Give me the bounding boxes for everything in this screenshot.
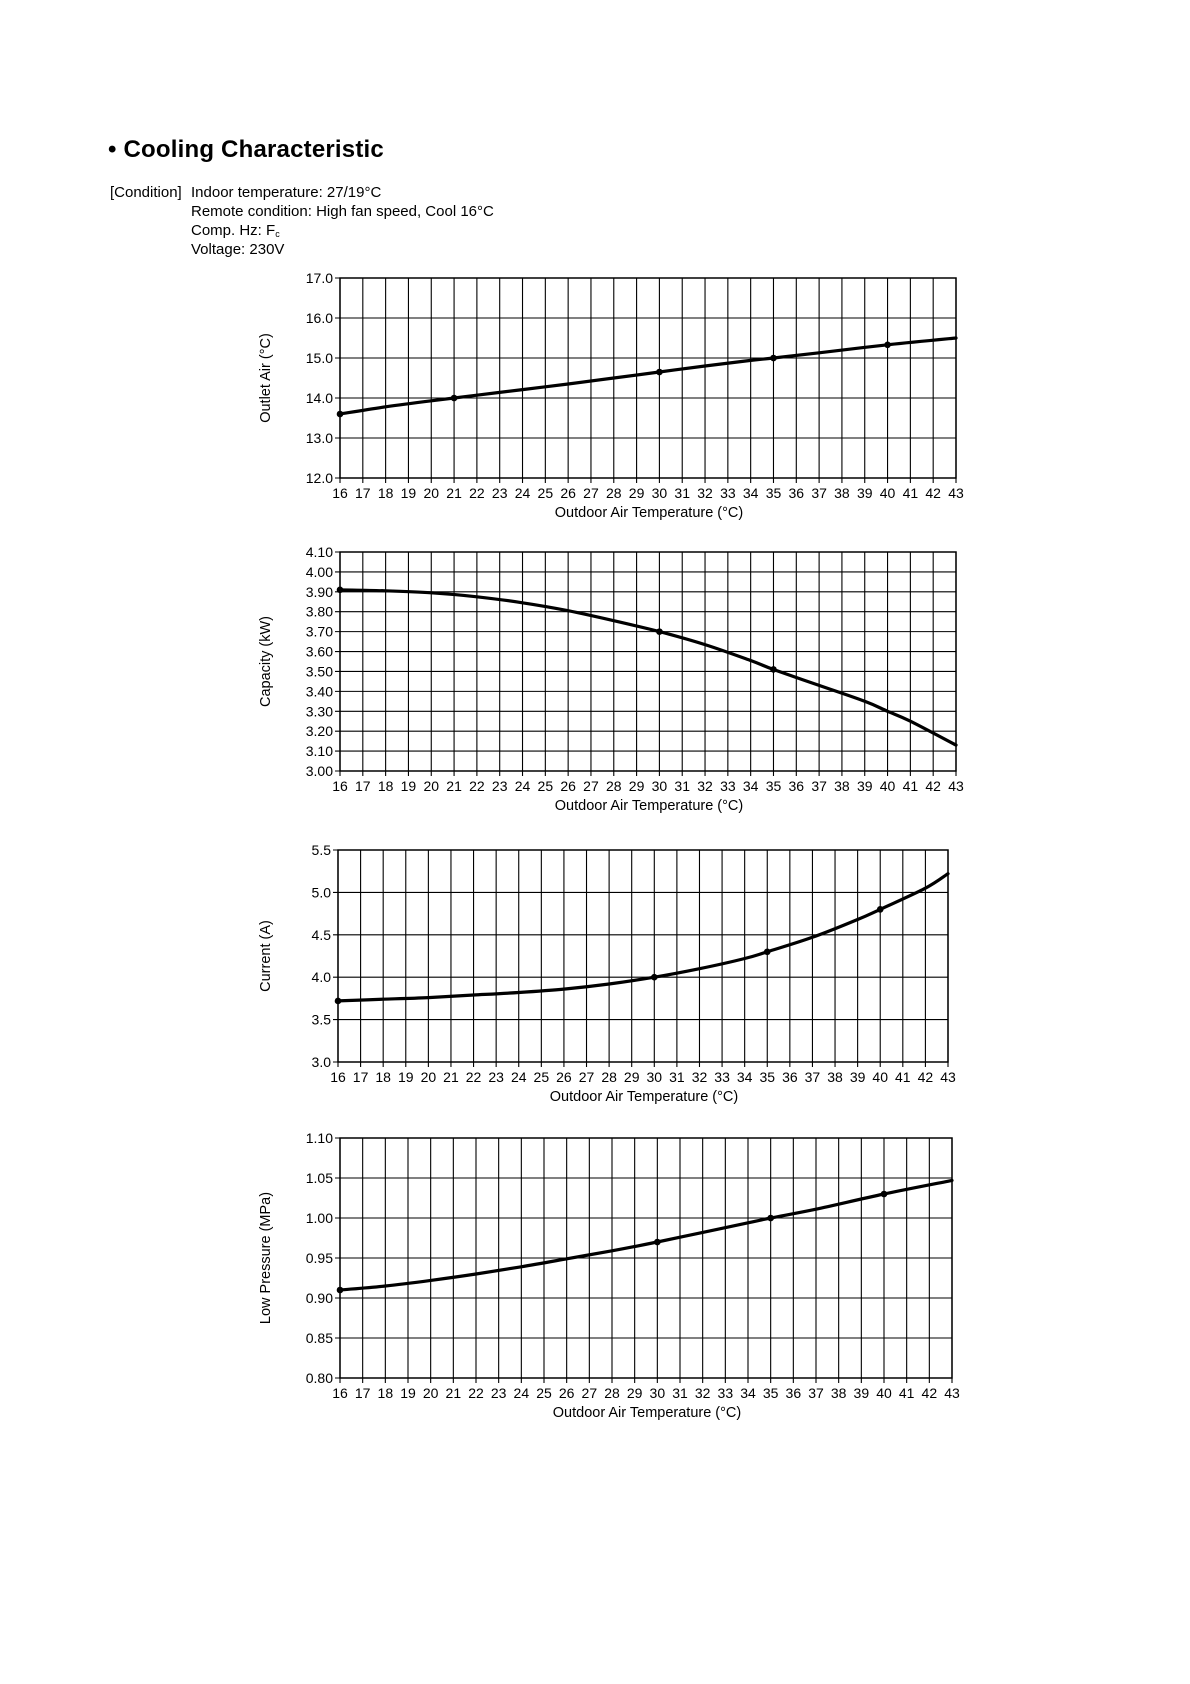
y-tick-label: 3.10: [305, 743, 333, 760]
x-tick-label: 25: [536, 1385, 552, 1401]
y-tick-label: 16.0: [305, 310, 333, 326]
x-tick-label: 25: [537, 485, 554, 501]
x-tick-label: 21: [446, 778, 462, 794]
x-tick-label: 32: [697, 778, 713, 794]
plot-frame: [338, 850, 948, 1062]
y-tick-label: 3.80: [305, 603, 333, 620]
x-tick-label: 29: [628, 778, 645, 794]
data-point: [884, 342, 891, 349]
x-tick-label: 27: [581, 1385, 598, 1401]
x-tick-label: 20: [423, 778, 440, 794]
y-tick-label: 3.40: [305, 683, 333, 700]
x-tick-label: 39: [849, 1069, 866, 1085]
x-tick-label: 39: [856, 485, 873, 501]
x-tick-label: 20: [422, 1385, 439, 1401]
x-tick-label: 22: [469, 778, 485, 794]
x-tick-label: 22: [469, 485, 485, 501]
x-tick-label: 19: [400, 1385, 416, 1401]
y-tick-label: 1.10: [305, 1130, 333, 1146]
x-tick-label: 22: [468, 1385, 484, 1401]
x-tick-label: 21: [445, 1385, 462, 1401]
y-tick-label: 3.30: [305, 703, 333, 720]
x-tick-label: 18: [377, 778, 394, 794]
x-tick-label: 23: [491, 485, 508, 501]
x-tick-label: 34: [740, 1385, 756, 1401]
x-tick-label: 41: [902, 778, 919, 794]
x-tick-label: 41: [895, 1069, 911, 1085]
data-point: [770, 666, 777, 673]
x-tick-label: 41: [902, 485, 919, 501]
x-tick-label: 24: [510, 1069, 527, 1085]
x-tick-label: 17: [352, 1069, 369, 1085]
data-point: [767, 1215, 774, 1222]
series-line: [340, 338, 956, 414]
x-tick-label: 35: [765, 778, 782, 794]
outlet-air-chart: [0, 262, 1190, 530]
x-tick-label: 26: [560, 778, 576, 794]
plot-frame: [340, 552, 956, 771]
x-tick-label: 38: [830, 1385, 847, 1401]
x-tick-label: 36: [788, 778, 805, 794]
y-tick-label: 3.50: [305, 663, 333, 680]
current-chart: [0, 834, 1190, 1112]
x-tick-label: 28: [605, 778, 622, 794]
y-tick-label: 3.20: [305, 723, 333, 740]
x-tick-label: 40: [879, 778, 896, 794]
data-point: [770, 355, 777, 362]
x-tick-label: 37: [811, 778, 827, 794]
x-tick-label: 24: [514, 485, 531, 501]
y-tick-label: 1.05: [305, 1170, 333, 1186]
capacity-chart: [0, 539, 1190, 819]
x-tick-label: 42: [925, 778, 941, 794]
x-tick-label: 35: [759, 1069, 776, 1085]
y-tick-label: 4.0: [311, 969, 331, 986]
condition-voltage: Voltage: 230V: [191, 241, 285, 258]
x-tick-label: 36: [782, 1069, 798, 1085]
x-tick-label: 17: [355, 485, 371, 501]
x-tick-label: 31: [674, 485, 691, 501]
x-tick-label: 40: [879, 485, 896, 501]
x-tick-label: 21: [446, 485, 462, 501]
x-tick-label: 29: [626, 1385, 643, 1401]
y-tick-label: 3.0: [311, 1054, 331, 1070]
x-tick-label: 32: [694, 1385, 711, 1401]
y-tick-label: 5.5: [311, 842, 331, 858]
x-tick-label: 16: [332, 485, 348, 501]
x-tick-label: 27: [578, 1069, 595, 1085]
y-axis-label: Outlet Air (°C): [258, 333, 274, 423]
data-point: [656, 369, 663, 376]
x-tick-label: 19: [400, 778, 417, 794]
y-tick-label: 3.00: [305, 763, 333, 779]
x-tick-label: 43: [948, 778, 964, 794]
data-point: [651, 974, 658, 981]
x-tick-label: 26: [560, 485, 576, 501]
x-tick-label: 24: [514, 778, 531, 794]
x-tick-label: 24: [513, 1385, 530, 1401]
x-tick-label: 28: [601, 1069, 617, 1085]
x-tick-label: 18: [377, 485, 394, 501]
x-tick-label: 19: [400, 485, 417, 501]
x-tick-label: 38: [834, 485, 850, 501]
x-tick-label: 39: [853, 1385, 870, 1401]
x-tick-label: 39: [856, 778, 873, 794]
x-tick-label: 35: [762, 1385, 779, 1401]
x-tick-label: 23: [488, 1069, 504, 1085]
grid: [335, 278, 956, 483]
plot-frame: [340, 278, 956, 478]
x-tick-label: 42: [921, 1385, 938, 1401]
grid: [333, 850, 948, 1067]
x-tick-label: 18: [375, 1069, 391, 1085]
condition-comp-text: Comp. Hz: F: [191, 222, 276, 239]
x-tick-label: 28: [604, 1385, 620, 1401]
x-tick-label: 23: [491, 778, 508, 794]
y-tick-label: 12.0: [305, 470, 333, 486]
x-tick-label: 35: [765, 485, 782, 501]
condition-remote: Remote condition: High fan speed, Cool 16°C: [191, 203, 494, 220]
page-title: • Cooling Characteristic: [108, 136, 384, 163]
x-tick-label: 31: [669, 1069, 685, 1085]
x-tick-label: 16: [332, 778, 348, 794]
x-tick-label: 33: [714, 1069, 730, 1085]
condition-list: [191, 183, 494, 259]
x-tick-label: 34: [736, 1069, 753, 1085]
x-tick-label: 38: [827, 1069, 843, 1085]
data-point: [451, 395, 458, 402]
x-tick-label: 29: [623, 1069, 640, 1085]
x-tick-label: 33: [720, 778, 736, 794]
x-tick-label: 32: [697, 485, 713, 501]
x-axis-label: Outdoor Air Temperature (°C): [554, 798, 744, 814]
y-tick-label: 4.10: [305, 544, 333, 560]
x-tick-label: 40: [872, 1069, 889, 1085]
data-point: [335, 998, 342, 1005]
data-point: [337, 1287, 344, 1294]
y-tick-label: 3.90: [305, 583, 333, 600]
x-tick-label: 37: [811, 485, 827, 501]
x-tick-label: 41: [898, 1385, 915, 1401]
x-tick-label: 32: [691, 1069, 708, 1085]
condition-label: [Condition]: [110, 184, 182, 201]
grid: [335, 552, 956, 776]
x-tick-label: 27: [583, 485, 599, 501]
x-axis-label: Outdoor Air Temperature (°C): [552, 1405, 742, 1421]
x-tick-label: 22: [465, 1069, 482, 1085]
x-tick-label: 16: [332, 1385, 348, 1401]
y-tick-label: 4.5: [311, 926, 331, 943]
series-line: [340, 1180, 952, 1290]
x-tick-label: 33: [717, 1385, 734, 1401]
condition-indoor: Indoor temperature: 27/19°C: [191, 184, 382, 201]
y-tick-label: 3.5: [311, 1011, 331, 1028]
x-tick-label: 21: [443, 1069, 459, 1085]
y-tick-label: 0.85: [305, 1330, 333, 1346]
y-axis-label: Current (A): [258, 920, 274, 992]
x-tick-label: 42: [925, 485, 941, 501]
x-tick-label: 34: [742, 778, 759, 794]
y-tick-label: 14.0: [305, 390, 333, 406]
x-tick-label: 25: [533, 1069, 550, 1085]
x-tick-label: 28: [605, 485, 622, 501]
x-tick-label: 30: [649, 1385, 666, 1401]
x-axis-label: Outdoor Air Temperature (°C): [554, 505, 744, 521]
data-point: [656, 628, 663, 635]
x-tick-label: 37: [804, 1069, 821, 1085]
data-point: [337, 411, 344, 418]
y-tick-label: 4.00: [305, 563, 333, 580]
y-tick-label: 0.95: [305, 1250, 333, 1266]
x-tick-label: 40: [876, 1385, 892, 1401]
y-tick-label: 3.70: [305, 623, 333, 640]
low-pressure-chart: [0, 1122, 1190, 1420]
condition-comp: [191, 221, 494, 240]
y-tick-label: 17.0: [305, 270, 333, 286]
x-tick-label: 29: [628, 485, 645, 501]
x-tick-label: 36: [788, 485, 805, 501]
y-tick-label: 3.60: [305, 643, 333, 660]
x-tick-label: 42: [917, 1069, 934, 1085]
x-tick-label: 43: [940, 1069, 956, 1085]
x-tick-label: 16: [330, 1069, 346, 1085]
x-tick-label: 19: [397, 1069, 414, 1085]
x-tick-label: 30: [646, 1069, 663, 1085]
x-tick-label: 36: [785, 1385, 802, 1401]
y-tick-label: 1.00: [305, 1210, 333, 1226]
y-tick-label: 0.90: [305, 1290, 333, 1306]
series-line: [340, 590, 956, 745]
x-tick-label: 33: [720, 485, 736, 501]
y-tick-label: 5.0: [311, 884, 331, 901]
condition-comp-subscript: c: [275, 229, 280, 239]
x-tick-label: 27: [583, 778, 599, 794]
x-tick-label: 30: [651, 778, 668, 794]
x-tick-label: 30: [651, 485, 668, 501]
data-point: [337, 587, 344, 594]
x-tick-label: 43: [948, 485, 964, 501]
x-axis-label: Outdoor Air Temperature (°C): [549, 1089, 739, 1105]
data-point: [654, 1239, 661, 1246]
x-tick-label: 23: [490, 1385, 507, 1401]
x-tick-label: 18: [377, 1385, 394, 1401]
y-tick-label: 13.0: [305, 430, 333, 446]
x-tick-label: 34: [742, 485, 759, 501]
data-point: [764, 948, 771, 955]
y-axis-label: Low Pressure (MPa): [258, 1191, 274, 1325]
y-tick-label: 15.0: [305, 350, 333, 366]
x-tick-label: 20: [420, 1069, 437, 1085]
x-tick-label: 17: [354, 1385, 371, 1401]
data-point: [877, 906, 884, 913]
x-tick-label: 31: [674, 778, 691, 794]
grid: [335, 1138, 952, 1383]
x-tick-label: 25: [537, 778, 554, 794]
x-tick-label: 37: [808, 1385, 824, 1401]
x-tick-label: 20: [423, 485, 440, 501]
x-tick-label: 43: [944, 1385, 960, 1401]
x-tick-label: 26: [556, 1069, 572, 1085]
y-axis-label: Capacity (kW): [258, 615, 274, 708]
x-tick-label: 31: [672, 1385, 688, 1401]
y-tick-label: 0.80: [305, 1370, 333, 1386]
data-point: [881, 1191, 888, 1198]
x-tick-label: 17: [355, 778, 371, 794]
x-tick-label: 26: [558, 1385, 575, 1401]
x-tick-label: 38: [834, 778, 850, 794]
